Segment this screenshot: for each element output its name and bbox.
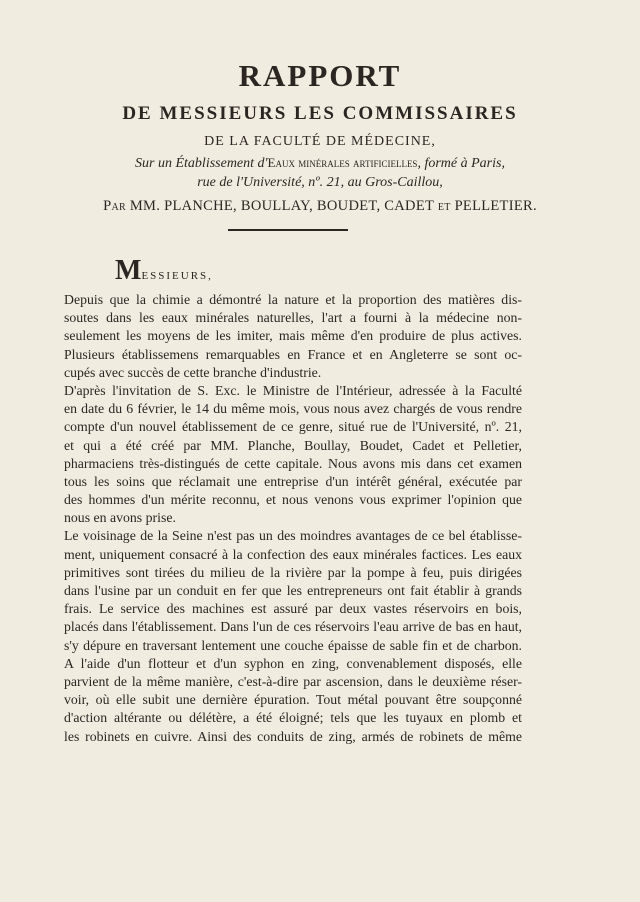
- text-line: Le voisinage de la Seine n'est pas un des moindres avantages de ce bel établisse-: [64, 528, 522, 544]
- salutation: [115, 255, 213, 287]
- salutation-rest: ESSIEURS,: [141, 270, 213, 282]
- authors-last: PELLETIER.: [450, 198, 537, 214]
- text-line: cupés avec succès de cette branche d'industrie.: [64, 364, 322, 380]
- text-line: dans l'usine par un conduit en fer que les entrepreneurs ont fait établir à grands: [64, 583, 522, 598]
- text-line: les robinets en cuivre. Ainsi des conduits de zing, armés de robinets de même: [64, 728, 522, 744]
- text-line: A l'aide d'un flotteur et d'un syphon en zing, convenablement disposés, elle: [64, 655, 522, 671]
- subtitle-commissaires: DE MESSIEURS LES COMMISSAIRES: [122, 103, 518, 124]
- subtitle-etablissement-suffix: , formé à Paris,: [417, 156, 505, 171]
- subtitle-etablissement-prefix: Sur un Établissement d': [135, 156, 268, 171]
- text-line: seulement les moyens de les imiter, mais même d'en produire de plus actives.: [64, 328, 522, 344]
- text-line: parvient de la même manière, c'est-à-dire par ascension, dans le deuxième réser-: [64, 673, 522, 689]
- subtitle-etablissement-eaux: Eaux minérales artificielles: [267, 155, 418, 170]
- text-line: Depuis que la chimie a démontré la nature et la proportion des matières dis-: [64, 292, 522, 307]
- authors-names: MM. PLANCHE, BOULLAY, BOUDET, CADET: [125, 198, 438, 214]
- text-line: placés dans l'établissement. Dans l'un de ces réservoirs l'eau arrive de bas en haut,: [64, 619, 522, 635]
- authors-par: Par: [103, 198, 126, 214]
- subtitle-faculte: DE LA FACULTÉ DE MÉDECINE,: [204, 134, 436, 149]
- divider-rule: [228, 229, 348, 231]
- text-line: des hommes d'un mérite reconnu, et nous venons vous exprimer l'opinion que: [64, 492, 522, 508]
- salutation-initial: M: [115, 255, 142, 286]
- text-line: ment, uniquement consacré à la confection des eaux minérales factices. Les eaux: [64, 546, 522, 562]
- text-line: frais. Le service des machines est assuré par deux vastes réservoirs en bois,: [64, 601, 522, 617]
- authors-et: et: [437, 198, 451, 214]
- text-line: primitives sont tirées du milieu de la rivière par la pompe à feu, puis dirigées: [64, 564, 522, 580]
- body-text: [64, 291, 522, 746]
- text-line: d'action altérante ou délétère, a été éloigné; tels que les tuyaux en plomb et: [64, 710, 522, 726]
- text-line: voir, où elle subit une dernière épuration. Tout métal pouvant être soupçonné: [64, 692, 522, 708]
- page-title: RAPPORT: [238, 58, 402, 93]
- text-line: en date du 6 février, le 14 du même mois, vous nous avez chargés de vous rendre: [64, 401, 522, 417]
- text-line: et qui a été créé par MM. Planche, Boullay, Boudet, Cadet et Pelletier,: [64, 437, 522, 453]
- subtitle-etablissement: [0, 155, 640, 172]
- subtitle-authors: [0, 198, 640, 215]
- text-line: tous les soins que réclamait une entreprise d'un intérêt général, exécutée par: [64, 473, 522, 489]
- text-line: D'après l'invitation de S. Exc. le Ministre de l'Intérieur, adressée à la Faculté: [64, 382, 522, 398]
- text-line: nous en avons prise.: [64, 510, 176, 526]
- text-line: pharmaciens très-distingués de cette capitale. Nous avons mis dans cet examen: [64, 455, 522, 471]
- text-line: s'y dépure en traversant lentement une couche épaisse de sable fin et de charbon.: [64, 637, 522, 653]
- text-line: Plusieurs établissemens remarquables en France et en Angleterre se sont oc-: [64, 346, 522, 362]
- subtitle-address: rue de l'Université, nº. 21, au Gros-Caillou,: [197, 175, 443, 190]
- text-line: compte d'un nouvel établissement de ce genre, situé rue de l'Université, nº. 21,: [64, 419, 522, 435]
- text-line: soutes dans les eaux minérales naturelles, l'art a fourni à la médecine non-: [64, 310, 522, 326]
